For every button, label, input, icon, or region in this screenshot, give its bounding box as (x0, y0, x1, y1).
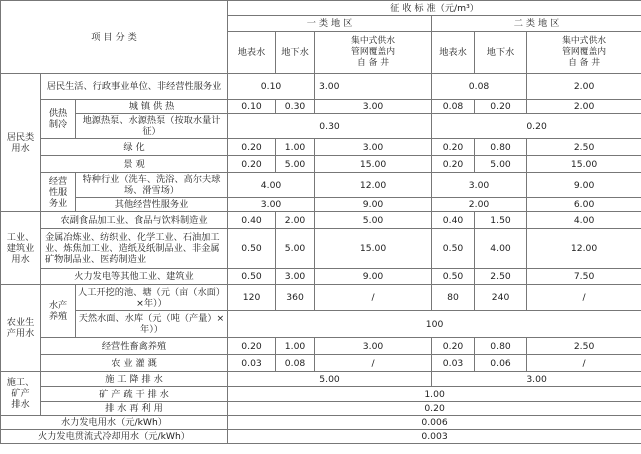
surface-header: 地表水 (228, 32, 276, 74)
category-header: 项 目 分 类 (1, 1, 228, 74)
cell-value: 1.00 (276, 338, 315, 355)
cell-value: 0.08 (432, 100, 475, 114)
cell-value: 5.00 (228, 372, 432, 387)
cell-value: / (315, 285, 432, 311)
cell-value: 15.00 (315, 156, 432, 173)
cell-value: 9.00 (527, 173, 641, 198)
cell-value: 0.006 (228, 416, 641, 430)
zone2-header: 二 类 地 区 (432, 16, 641, 32)
cell-value: 0.20 (228, 338, 276, 355)
residential-group: 居民类 用水 (1, 74, 41, 212)
cell-value: 0.20 (228, 402, 641, 416)
row-label: 施 工 降 排 水 (41, 372, 228, 387)
cell-value: 3.00 (432, 372, 641, 387)
cell-value: 0.40 (228, 212, 276, 229)
cell-value: 5.00 (315, 212, 432, 229)
row-label: 绿 化 (41, 139, 228, 156)
cell-value: 3.00 (315, 74, 432, 100)
row-label: 景 观 (41, 156, 228, 173)
cell-value: 2.00 (276, 212, 315, 229)
cell-value: 1.50 (475, 212, 527, 229)
cell-value: 0.08 (432, 74, 527, 100)
business-group: 经营 性服 务业 (41, 173, 76, 212)
cell-value: 0.10 (228, 100, 276, 114)
cell-value: 2.50 (475, 269, 527, 285)
cell-value: 0.003 (228, 430, 641, 444)
cell-value: 0.80 (475, 338, 527, 355)
cell-value: 0.20 (228, 139, 276, 156)
cell-value: 9.00 (315, 198, 432, 212)
row-label: 水力发电用水（元/kWh） (1, 416, 228, 430)
cell-value: 3.00 (315, 139, 432, 156)
row-label: 矿 产 疏 干 排 水 (41, 387, 228, 402)
cell-value: 1.00 (276, 139, 315, 156)
cell-value: 0.20 (432, 114, 641, 139)
row-label: 地源热泵、水源热泵（按取水量计征） (76, 114, 228, 139)
cell-value: 2.50 (527, 139, 641, 156)
row-label: 特种行业（洗车、洗浴、高尔夫球场、滑雪场） (76, 173, 228, 198)
row-label: 城 镇 供 热 (76, 100, 228, 114)
agriculture-group: 农业生 产用水 (1, 285, 41, 372)
industrial-group: 工业、 建筑业 用水 (1, 212, 41, 285)
cell-value: 0.20 (432, 139, 475, 156)
row-label: 排 水 再 利 用 (41, 402, 228, 416)
cell-value: 12.00 (527, 229, 641, 269)
cell-value: 3.00 (315, 100, 432, 114)
cell-value: 0.50 (228, 229, 276, 269)
cell-value: / (527, 355, 641, 372)
cell-value: 12.00 (315, 173, 432, 198)
cell-value: / (527, 285, 641, 311)
cell-value: 0.20 (475, 100, 527, 114)
drainage-group: 施工、 矿产 排水 (1, 372, 41, 416)
cell-value: 120 (228, 285, 276, 311)
cell-value: 3.00 (432, 173, 527, 198)
cell-value: 3.00 (276, 269, 315, 285)
cell-value: 0.10 (228, 74, 315, 100)
cell-value: / (315, 355, 432, 372)
row-label: 农 业 灌 溉 (41, 355, 228, 372)
row-label: 人工开挖的池、塘（元（亩（水面）×年）） (76, 285, 228, 311)
cell-value: 4.00 (527, 212, 641, 229)
cell-value: 240 (475, 285, 527, 311)
aquaculture-group: 水产 养殖 (41, 285, 76, 338)
cell-value: 4.00 (475, 229, 527, 269)
cell-value: 7.50 (527, 269, 641, 285)
cell-value: 0.20 (228, 156, 276, 173)
cell-value: 5.00 (276, 229, 315, 269)
cell-value: 2.00 (432, 198, 527, 212)
row-label: 经营性畜禽养殖 (41, 338, 228, 355)
cell-value: 5.00 (475, 156, 527, 173)
cell-value: 0.03 (432, 355, 475, 372)
row-label: 其他经营性服务业 (76, 198, 228, 212)
standard-header: 征 收 标 准（元/m³） (228, 1, 641, 16)
ground-header: 地下水 (276, 32, 315, 74)
cell-value: 2.00 (527, 74, 641, 100)
cell-value: 3.00 (315, 338, 432, 355)
row-label: 农副食品加工业、食品与饮料制造业 (41, 212, 228, 229)
ground-header: 地下水 (475, 32, 527, 74)
cell-value: 0.80 (475, 139, 527, 156)
surface-header: 地表水 (432, 32, 475, 74)
central-header: 集中式供水 管网覆盖内 自 备 井 (527, 32, 641, 74)
row-label: 天然水面、水库（元（吨（产量）×年）） (76, 311, 228, 338)
cell-value: 0.40 (432, 212, 475, 229)
cell-value: 0.50 (228, 269, 276, 285)
cell-value: 4.00 (228, 173, 315, 198)
row-label: 火力发电等其他工业、建筑业 (41, 269, 228, 285)
row-label: 居民生活、行政事业单位、非经营性服务业 (41, 74, 228, 100)
cell-value: 9.00 (315, 269, 432, 285)
cell-value: 5.00 (276, 156, 315, 173)
cell-value: 0.20 (432, 338, 475, 355)
cell-value: 1.00 (228, 387, 641, 402)
cell-value: 0.08 (276, 355, 315, 372)
cell-value: 0.03 (228, 355, 276, 372)
cell-value: 2.50 (527, 338, 641, 355)
row-label: 火力发电贯流式冷却用水（元/kWh） (1, 430, 228, 444)
heating-group: 供热 制冷 (41, 100, 76, 139)
central-header: 集中式供水 管网覆盖内 自 备 井 (315, 32, 432, 74)
cell-value: 80 (432, 285, 475, 311)
cell-value: 0.50 (432, 229, 475, 269)
cell-value: 3.00 (228, 198, 315, 212)
cell-value: 15.00 (527, 156, 641, 173)
cell-value: 100 (228, 311, 641, 338)
cell-value: 0.20 (432, 156, 475, 173)
cell-value: 15.00 (315, 229, 432, 269)
row-label: 金属冶炼业、纺织业、化学工业、石油加工业、炼焦加工业、造纸及纸制品业、非金属矿物制品业、医药制造业 (41, 229, 228, 269)
zone1-header: 一 类 地 区 (228, 16, 432, 32)
cell-value: 0.50 (432, 269, 475, 285)
cell-value: 360 (276, 285, 315, 311)
cell-value: 6.00 (527, 198, 641, 212)
cell-value: 0.30 (276, 100, 315, 114)
cell-value: 0.06 (475, 355, 527, 372)
cell-value: 0.30 (228, 114, 432, 139)
cell-value: 2.00 (527, 100, 641, 114)
